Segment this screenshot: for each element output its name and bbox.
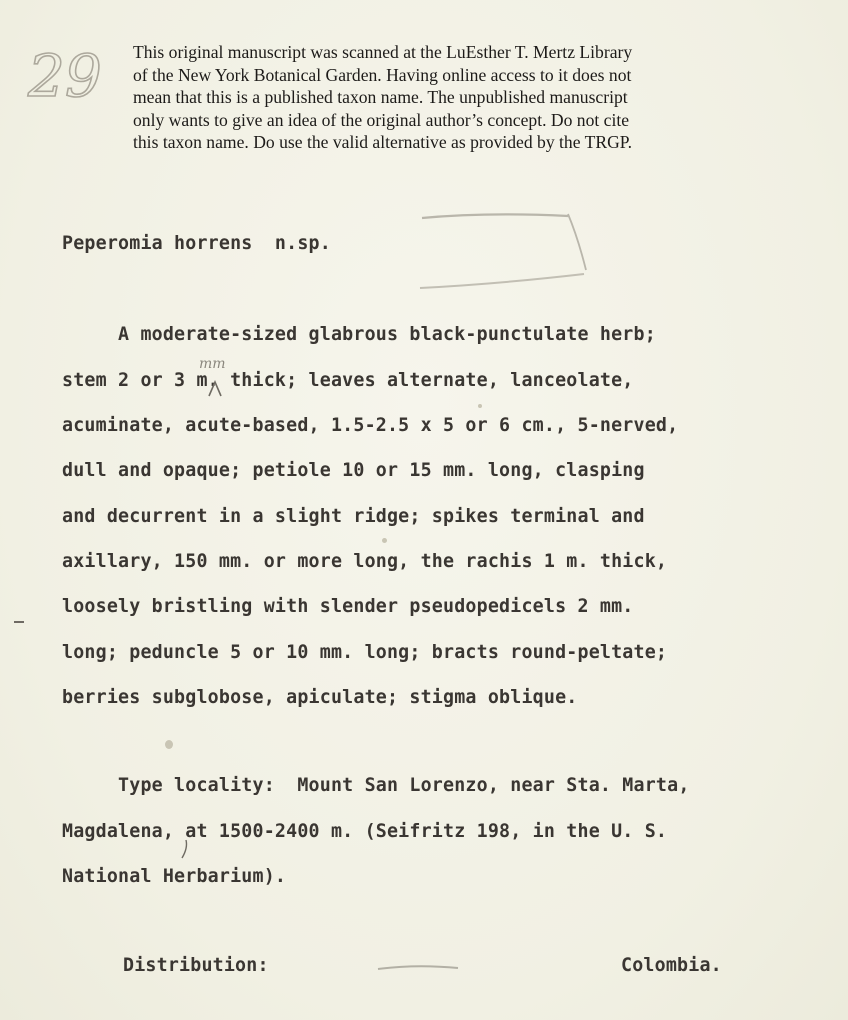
library-disclaimer <box>133 41 773 154</box>
disclaimer-line: mean that this is a published taxon name. The unpublished manuscript <box>133 87 628 108</box>
type-locality-line: Type locality: Mount San Lorenzo, near Sta. Marta, <box>62 775 690 796</box>
description-line: loosely bristling with slender pseudopedicels 2 mm. <box>62 596 634 617</box>
paper-speck <box>478 404 482 408</box>
description-line: stem 2 or 3 m. thick; leaves alternate, lanceolate, <box>62 370 634 391</box>
description-line: dull and opaque; petiole 10 or 15 mm. long, clasping <box>62 460 645 481</box>
description-line: axillary, 150 mm. or more long, the rachis 1 m. thick, <box>62 551 668 572</box>
description-line: acuminate, acute-based, 1.5-2.5 x 5 or 6 cm., 5-nerved, <box>62 415 679 436</box>
description-line: long; peduncle 5 or 10 mm. long; bracts round-peltate; <box>62 642 668 663</box>
margin-mark <box>14 621 24 623</box>
pencil-insertion-mark <box>195 352 235 400</box>
disclaimer-line: This original manuscript was scanned at the LuEsther T. Mertz Library <box>133 42 633 62</box>
pencil-dash-mark <box>376 960 460 976</box>
distribution-value: Colombia. <box>621 955 722 976</box>
disclaimer-line: this taxon name. Do use the valid alternative as provided by the TRGP. <box>133 132 633 153</box>
description-line: and decurrent in a slight ridge; spikes terminal and <box>62 506 645 527</box>
pencil-bracket-mark <box>418 208 593 294</box>
description-line: A moderate-sized glabrous black-punctulate herb; <box>62 324 656 345</box>
paper-speck <box>165 740 173 749</box>
description-line: berries subglobose, apiculate; stigma oblique. <box>62 687 578 708</box>
handwritten-page-number <box>22 34 132 114</box>
disclaimer-line: of the New York Botanical Garden. Having online access to it does not <box>133 64 632 85</box>
disclaimer-line: only wants to give an idea of the original author’s concept. Do not cite <box>133 109 630 130</box>
svg-text:29: 29 <box>28 42 102 110</box>
svg-text:mm: mm <box>199 356 226 372</box>
pencil-tick-mark <box>176 838 192 860</box>
paper-speck <box>382 538 387 543</box>
distribution-label: Distribution: <box>123 955 269 976</box>
species-title: Peperomia horrens n.sp. <box>62 233 331 254</box>
type-locality-line: Magdalena, at 1500-2400 m. (Seifritz 198, in the U. S. <box>62 821 668 842</box>
type-locality-line: National Herbarium). <box>62 866 287 887</box>
